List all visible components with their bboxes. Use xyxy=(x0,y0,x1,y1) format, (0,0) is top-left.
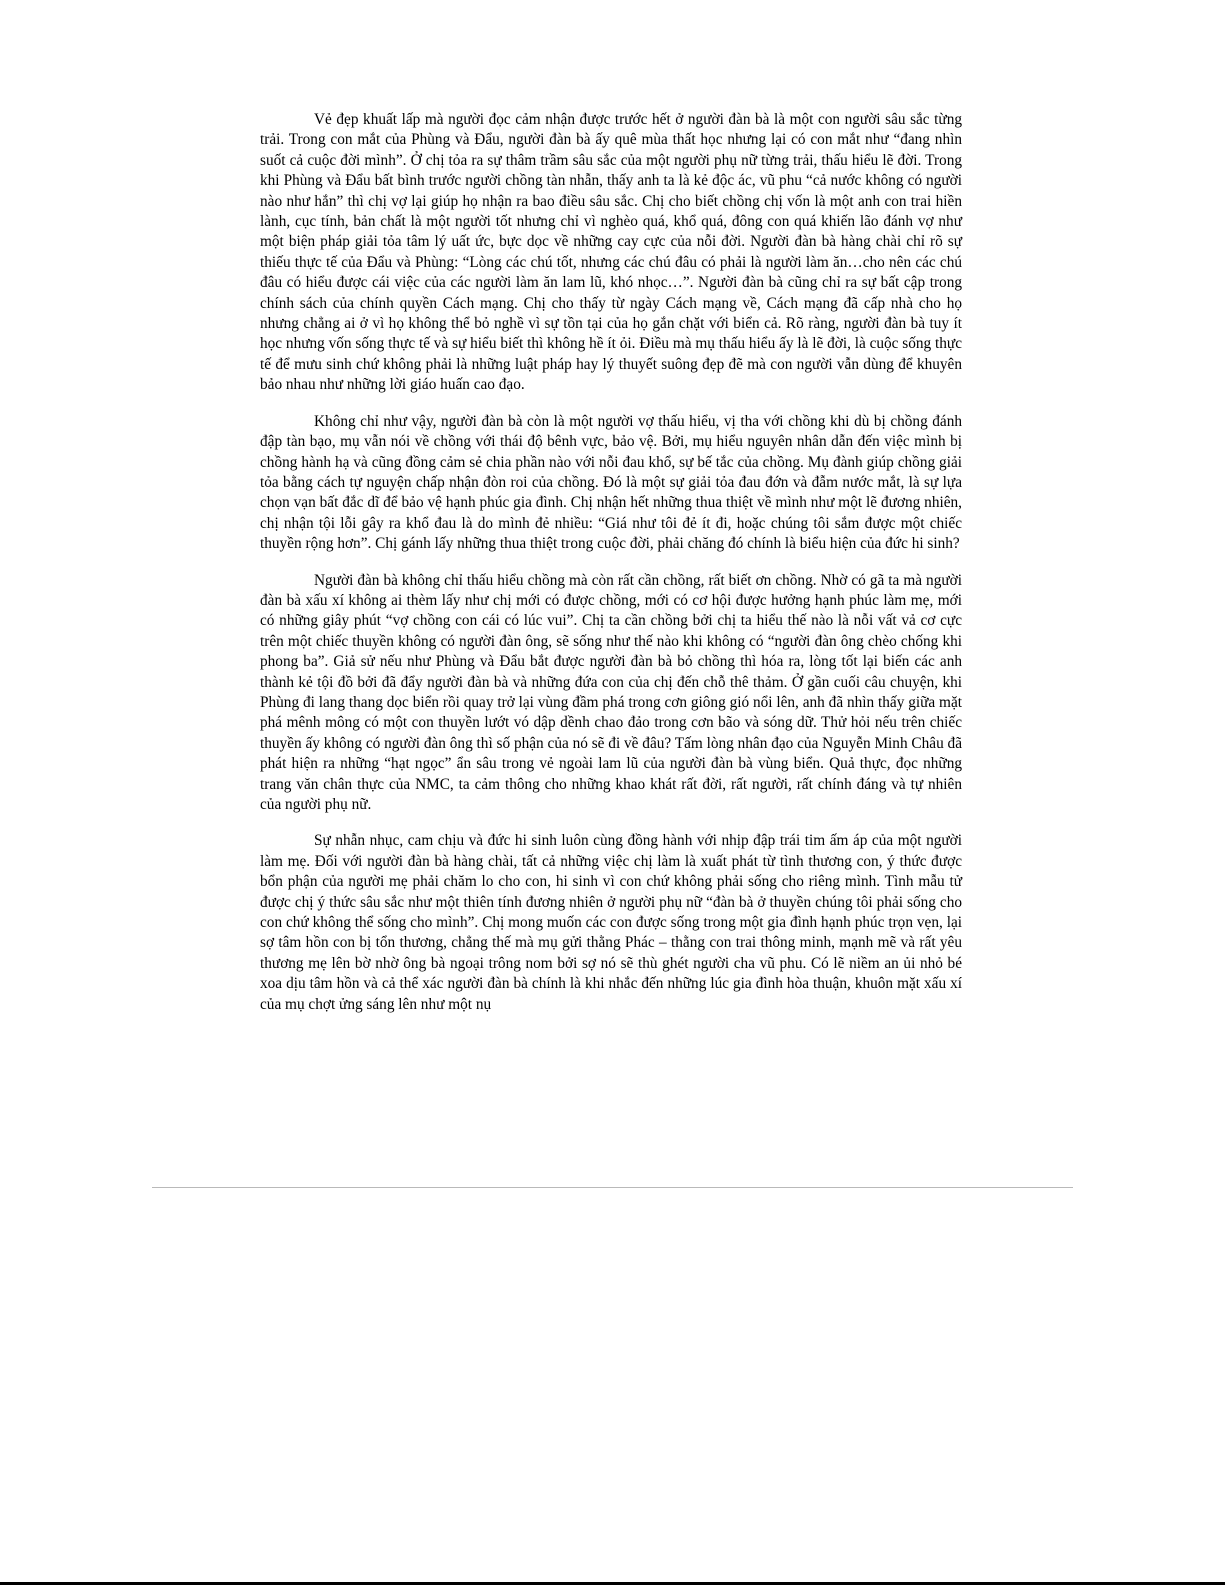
paragraph-2: Không chỉ như vậy, người đàn bà còn là một người vợ thấu hiểu, vị tha với chồng khi dù bị chồng đánh đập tàn bạo, mụ vẫn nói về chồng với thái độ bênh vực, bảo vệ. Bởi, mụ hiểu nguyên nhân dẫn đến việc mình bị chồng hành hạ và cũng đồng cảm sẻ chia phần nào với nỗi đau khổ, sự bế tắc của chồng. Mụ đành giúp chồng giải tỏa bằng cách tự nguyện chấp nhận đòn roi của chồng. Đó là một sự giải tỏa đau đớn và đẫm nước mắt, là sự lựa chọn vạn bất đắc dĩ để bảo vệ hạnh phúc gia đình. Chị nhận hết những thua thiệt về mình như một lẽ đương nhiên, chị nhận tội lỗi gây ra khổ đau là do mình đẻ nhiều: “Giá như tôi đẻ ít đi, hoặc chúng tôi sắm được một chiếc thuyền rộng hơn”. Chị gánh lấy những thua thiệt trong cuộc đời, phải chăng đó chính là biểu hiện của đức hi sinh? xyxy=(260,412,962,553)
paragraph-4: Sự nhẫn nhục, cam chịu và đức hi sinh luôn cùng đồng hành với nhịp đập trái tim ấm áp của một người làm mẹ. Đối với người đàn bà hàng chài, tất cả những việc chị làm là xuất phát từ tình thương con, ý thức được bổn phận của người mẹ phải chăm lo cho con, hi sinh vì con chứ không phải sống cho riêng mình. Tình mẫu tử được chị ý thức sâu sắc như một thiên tính đương nhiên ở người phụ nữ “đàn bà ở thuyền chúng tôi phải sống cho con chứ không thể sống cho mình”. Chị mong muốn các con được sống trong một gia đình hạnh phúc trọn vẹn, lại sợ tâm hồn con bị tổn thương, chẳng thế mà mụ gửi thằng Phác – thằng con trai thông minh, mạnh mẽ và rất yêu thương mẹ lên bờ nhờ ông bà ngoại trông nom bởi sợ nó sẽ thù ghét người cha vũ phu. Có lẽ niềm an ủi nhỏ bé xoa dịu tâm hồn và cả thể xác người đàn bà chính là khi nhắc đến những lúc gia đình hòa thuận, khuôn mặt xấu xí của mụ chợt ửng sáng lên như một nụ xyxy=(260,832,962,1013)
paragraph-1: Vẻ đẹp khuất lấp mà người đọc cảm nhận được trước hết ở người đàn bà là một con người sâu sắc từng trải. Trong con mắt của Phùng và Đẩu, người đàn bà ấy quê mùa thất học nhưng lại có con mắt như “đang nhìn suốt cả cuộc đời mình”. Ở chị tỏa ra sự thâm trầm sâu sắc của một người phụ nữ từng trải, thấu hiểu lẽ đời. Trong khi Phùng và Đẩu bất bình trước người chồng tàn nhẫn, thấy anh ta là kẻ độc ác, vũ phu “cả nước không có người nào như hắn” thì chị vợ lại giúp họ nhận ra bao điều sâu sắc. Chị cho biết chồng chị vốn là một anh con trai hiền lành, cục tính, bản chất là một người tốt nhưng chỉ vì nghèo quá, khổ quá, đông con quá khiến lão đánh vợ như một biện pháp giải tỏa tâm lý uất ức, bực dọc về những cay cực của nỗi đời. Người đàn bà hàng chài chỉ rõ sự thiếu thực tế của Đẩu và Phùng: “Lòng các chú tốt, nhưng các chú đâu có phải là người làm ăn…cho nên các chú đâu có hiểu được cái việc của các người làm ăn lam lũ, khó nhọc…”. Người đàn bà cũng chỉ ra sự bất cập trong chính sách của chính quyền Cách mạng. Chị cho thấy từ ngày Cách mạng về, Cách mạng đã cấp nhà cho họ nhưng chẳng ai ở vì họ không thể bỏ nghề vì sự tồn tại của họ gắn chặt với biển cả. Rõ ràng, người đàn bà tuy ít học nhưng vốn sống thực tế và sự hiểu biết thì không hề ít ỏi. Điều mà mụ thấu hiểu ấy là lẽ đời, là cuộc sống thực tế để mưu sinh chứ không phải là những luật pháp hay lý thuyết suông đẹp đẽ mà con người vẫn dùng để khuyên bảo nhau như những lời giáo huấn cao đạo. xyxy=(260,111,962,394)
document-body xyxy=(260,110,962,1031)
page-divider xyxy=(152,1187,1073,1188)
paragraph-3: Người đàn bà không chỉ thấu hiểu chồng mà còn rất cần chồng, rất biết ơn chồng. Nhờ có gã ta mà người đàn bà xấu xí không ai thèm lấy như chị mới có được chồng, mới có cơ hội được hưởng hạnh phúc làm mẹ, mới có những giây phút “vợ chồng con cái có lúc vui”. Chị ta cần chồng bởi chị ta hiểu thế nào là nỗi vất vả cơ cực trên một chiếc thuyền không có người đàn ông, sẽ sống như thế nào khi không có “người đàn ông chèo chống khi phong ba”. Giả sử nếu như Phùng và Đẩu bắt được người đàn bà bỏ chồng thì hóa ra, lòng tốt lại biến các anh thành kẻ tội đồ bởi đã đẩy người đàn bà và những đứa con của chị đến chỗ thê thảm. Ở gần cuối câu chuyện, khi Phùng đi lang thang dọc biển rồi quay trở lại vùng đầm phá trong cơn giông gió nổi lên, anh đã nhìn thấy giữa mặt phá mênh mông có một con thuyền lướt vó dập dềnh chao đảo trong cơn bão và sóng dữ. Thử hỏi nếu trên chiếc thuyền ấy không có người đàn ông thì số phận của nó sẽ đi về đâu? Tấm lòng nhân đạo của Nguyễn Minh Châu đã phát hiện ra những “hạt ngọc” ẩn sâu trong vẻ ngoài lam lũ của người đàn bà vùng biển. Quả thực, đọc những trang văn chân thực của NMC, ta cảm thông cho những khao khát rất đời, rất người, rất chính đáng và tự nhiên của người phụ nữ. xyxy=(260,571,962,813)
